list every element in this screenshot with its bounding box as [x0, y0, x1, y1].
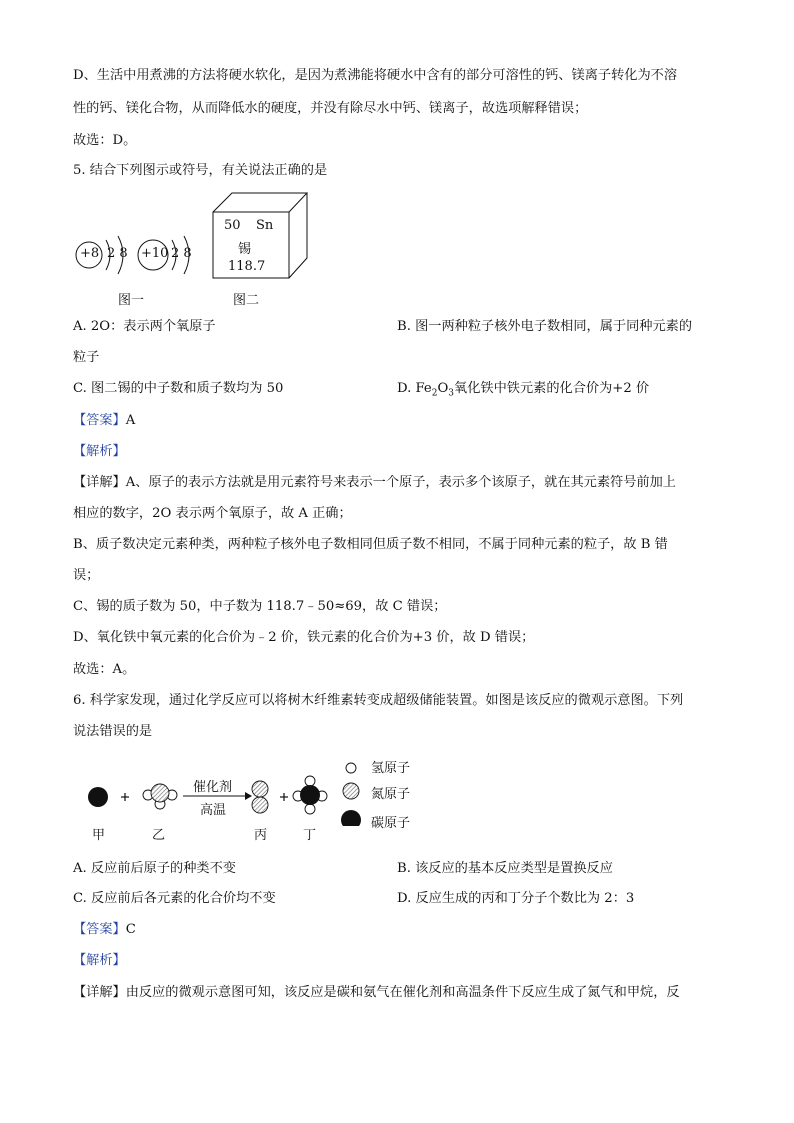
q5-choose: 故选：A。 [73, 662, 136, 677]
q5-detail-line5: C、锡的质子数为 50，中子数为 118.7﹣50≈69，故 C 错误； [73, 599, 447, 614]
ding-methane-molecule [293, 776, 327, 814]
q6-answer: 【答案】C [73, 922, 136, 937]
q5-option-b-line2: 粒子 [73, 350, 100, 365]
q5-detail-line1: 【详解】A、原子的表示方法就是用元素符号来表示一个原子，表示多个该原子，就在其元素符号前加上 [73, 475, 676, 490]
q6-option-d: D. 反应生成的丙和丁分子个数比为 2：3 [397, 891, 635, 906]
q5-analysis-label: 【解析】 [73, 444, 126, 459]
q5-option-d: D. $Fe_2O_3$氧化铁中铁元素的化合价为+2 价 [397, 381, 650, 399]
reaction-micro-diagram [80, 760, 420, 826]
q6-option-a: A. 反应前后原子的种类不变 [73, 861, 236, 876]
legend-carbon-label: 碳原子 [371, 816, 411, 831]
q6-option-c: C. 反应前后各元素的化合价均不变 [73, 891, 276, 906]
q5-detail-line6: D、氧化铁中氧元素的化合价为﹣2 价，铁元素的化合价为+3 价，故 D 错误； [73, 630, 535, 645]
legend-carbon-symbol [341, 810, 361, 826]
element-symbol: Sn [256, 218, 274, 233]
q5-option-c: C. 图二锡的中子数和质子数均为 50 [73, 381, 284, 396]
legend-nitrogen-label: 氮原子 [371, 787, 411, 802]
q6-stem-line2: 说法错误的是 [73, 724, 153, 739]
legend-hydrogen-label: 氢原子 [371, 761, 411, 776]
atom1-shells: 2 8 [107, 246, 128, 261]
q4-option-d-line2: 性的钙、镁化合物，从而降低水的硬度，并没有除尽水中钙、镁离子，故选项解释错误； [73, 101, 588, 116]
bing-nitrogen-molecule [252, 781, 268, 813]
q6-detail-line1: 【详解】由反应的微观示意图可知，该反应是碳和氨气在催化剂和高温条件下反应生成了氮气和甲烷，反 [73, 985, 680, 1000]
q6-analysis-label: 【解析】 [73, 953, 126, 968]
q5-detail-line3: B、质子数决定元素种类，两种粒子核外电子数相同但质子数不相同，不属于同种元素的粒子，故 B 错 [73, 537, 668, 552]
q5-stem: 5. 结合下列图示或符号，有关说法正确的是 [73, 163, 328, 178]
q5-option-a: A. 2O：表示两个氧原子 [73, 319, 216, 334]
q6-stem-line1: 6. 科学家发现，通过化学反应可以将树木纤维素转变成超级储能装置。如图是该反应的微观示意图。下列 [73, 693, 684, 708]
reaction-condition-label: 高温 [200, 803, 227, 818]
atom2-nucleus: +10 [141, 246, 169, 261]
atom2-shells: 2 8 [171, 246, 192, 261]
label-jia: 甲 [92, 828, 106, 843]
q5-option-b-line1: B. 图一两种粒子核外电子数相同，属于同种元素的 [397, 319, 693, 334]
q5-answer: 【答案】A [73, 413, 136, 428]
label-ding: 丁 [303, 828, 317, 843]
figure-1-caption: 图一 [118, 293, 145, 308]
q4-option-d-line1: D、生活中用煮沸的方法将硬水软化，是因为煮沸能将硬水中含有的部分可溶性的钙、镁离子转化为不溶 [73, 68, 678, 83]
element-number: 50 [224, 218, 241, 233]
figure-2-caption: 图二 [233, 293, 260, 308]
element-mass: 118.7 [228, 259, 266, 274]
q4-choose: 故选：D。 [73, 133, 137, 148]
yi-ammonia-molecule [143, 784, 177, 809]
q5-detail-line4: 误； [73, 568, 100, 583]
q5-detail-line2: 相应的数字，2O 表示两个氧原子，故 A 正确； [73, 506, 352, 521]
label-bing: 丙 [254, 828, 268, 843]
label-yi: 乙 [152, 828, 166, 843]
reaction-catalyst-label: 催化剂 [193, 780, 233, 795]
element-name: 锡 [238, 242, 252, 257]
legend-hydrogen-symbol [346, 763, 356, 773]
q6-option-b: B. 该反应的基本反应类型是置换反应 [397, 861, 613, 876]
atom1-nucleus: +8 [80, 246, 100, 261]
legend-nitrogen-symbol [343, 783, 359, 799]
jia-carbon-atom [88, 787, 108, 807]
